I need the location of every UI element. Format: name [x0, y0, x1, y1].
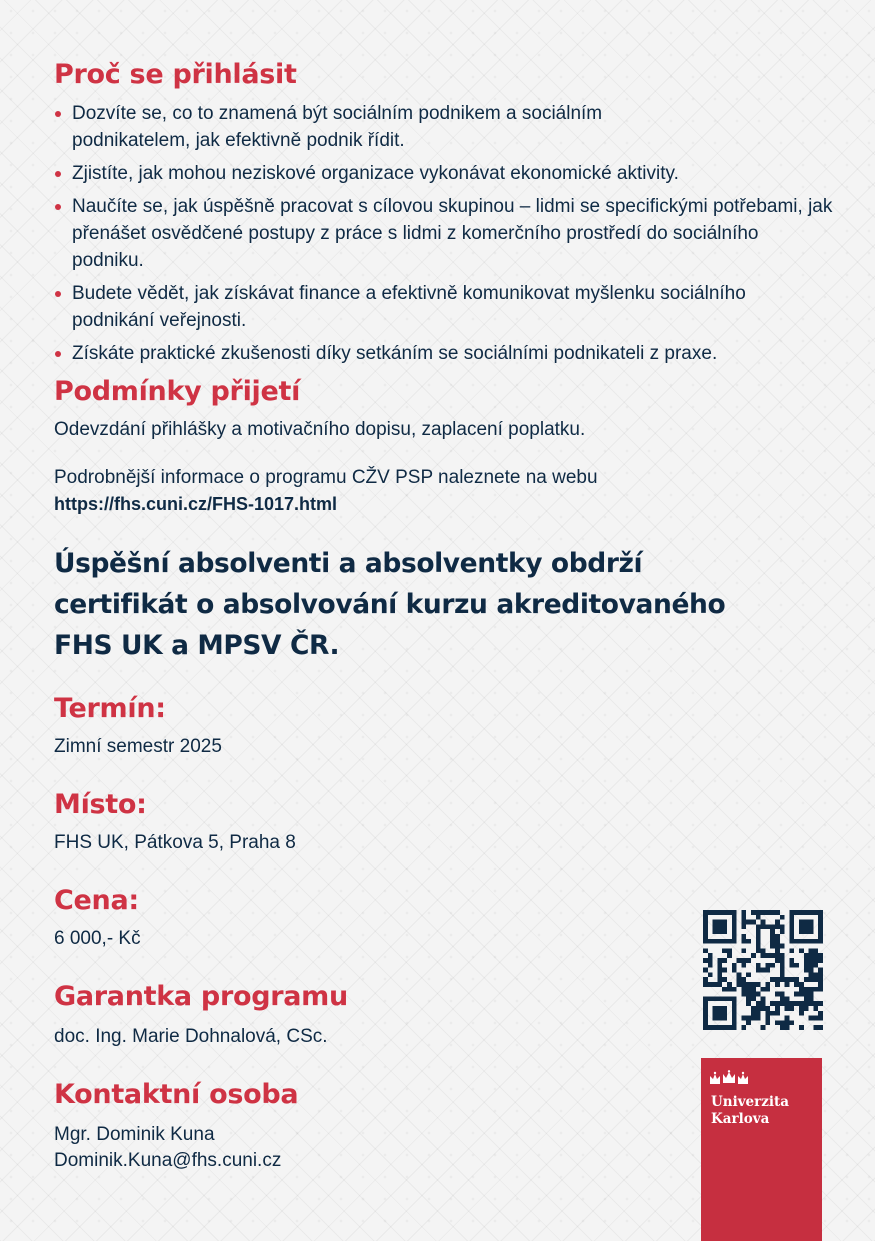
price-heading: Cena: [54, 885, 139, 916]
certificate-line: FHS UK a MPSV ČR. [54, 630, 340, 661]
contact-heading: Kontaktní osoba [54, 1079, 299, 1110]
reason-item: Naučíte se, jak úspěšně pracovat s cílovou skupinou – lidmi se specifickými potřebami, jak přenášet osvědčené postupy z práce s lidmi z komerčního prostředí do sociálního podniku. [54, 193, 834, 274]
certificate-line: certifikát o absolvování kurzu akreditovaného [54, 589, 726, 620]
term-value: Zimní semestr 2025 [54, 736, 222, 757]
logo-text [711, 1094, 789, 1128]
certificate-note [54, 543, 834, 666]
why-heading: Proč se přihlásit [54, 59, 297, 90]
reason-item: Dozvíte se, co to znamená být sociálním podnikem a sociálním podnikatelem, jak efektivně podnik řídit. [54, 100, 712, 154]
reason-item: Budete vědět, jak získávat finance a efektivně komunikovat myšlenku sociálního podnikání veřejnosti. [54, 280, 772, 334]
logo-line: Univerzita [711, 1094, 790, 1110]
term-heading: Termín: [54, 693, 166, 724]
reason-item: Zjistíte, jak mohou neziskové organizace vykonávat ekonomické aktivity. [54, 160, 834, 187]
guarantor-heading: Garantka programu [54, 981, 348, 1012]
certificate-line: Úspěšní absolventi a absolventky obdrží [54, 548, 643, 579]
contact-email[interactable]: Dominik.Kuna@fhs.cuni.cz [54, 1150, 282, 1171]
crowns-icon [709, 1070, 749, 1086]
guarantor-value: doc. Ing. Marie Dohnalová, CSc. [54, 1026, 328, 1047]
place-value: FHS UK, Pátkova 5, Praha 8 [54, 832, 296, 853]
logo-line: Karlova [711, 1111, 770, 1127]
price-value: 6 000,- Kč [54, 928, 141, 949]
program-url[interactable]: https://fhs.cuni.cz/FHS-1017.html [54, 494, 338, 514]
admission-heading: Podmínky přijetí [54, 376, 301, 407]
reasons-list [54, 100, 834, 367]
place-heading: Místo: [54, 789, 147, 820]
univerzita-karlova-logo [701, 1058, 822, 1241]
reason-item: Získáte praktické zkušenosti díky setkáním se sociálními podnikateli z praxe. [54, 340, 834, 367]
admission-info-text: Podrobnější informace o programu CŽV PSP naleznete na webu [54, 467, 598, 488]
admission-text: Odevzdání přihlášky a motivačního dopisu, zaplacení poplatku. [54, 419, 586, 440]
qr-code-icon[interactable] [703, 910, 823, 1030]
contact-name: Mgr. Dominik Kuna [54, 1124, 215, 1145]
